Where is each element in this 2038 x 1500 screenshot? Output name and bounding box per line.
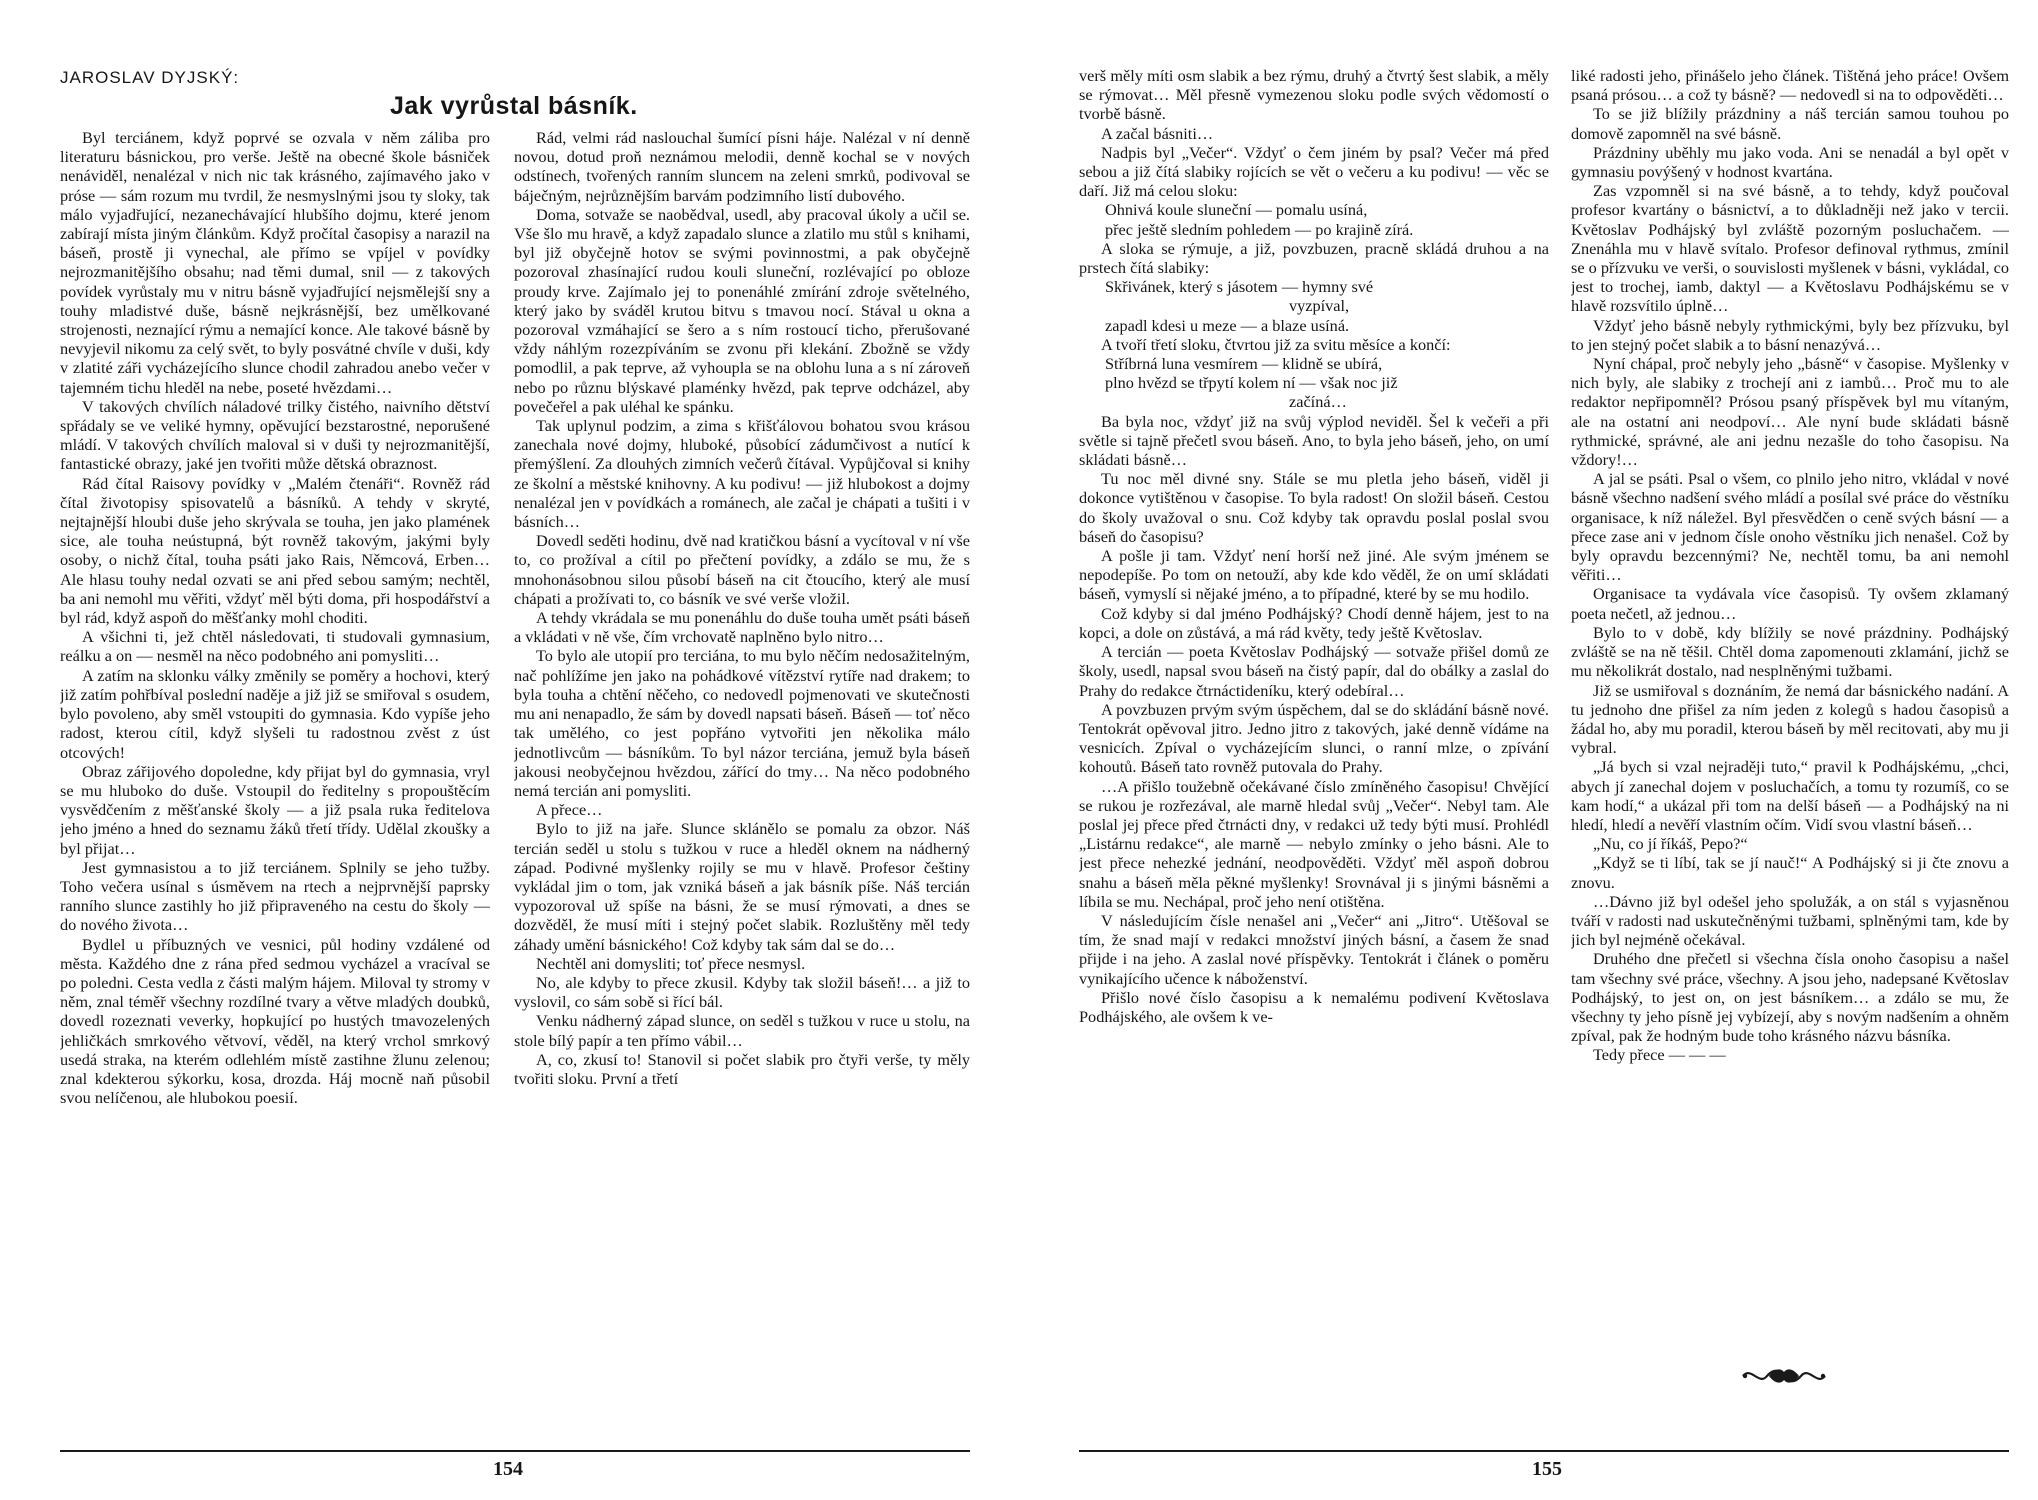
paragraph: liké radosti jeho, přinášelo jeho článek. Tištěná jeho práce! Ovšem psaná prósou… a což ty básně? — nedovedl si na to odpověděti… [1571,66,2009,105]
paragraph: A tercián — poeta Květoslav Podhájský — sotvaže přišel domů ze školy, usedl, napsal svou báseň na čistý papír, dal do obálky a zaslal do Prahy do redakce čtrnáctideníku, který odebíral… [1079,642,1549,700]
paragraph: Tu noc měl divné sny. Stále se mu pletla jeho báseň, viděl ji dokonce vytištěnou v časopise. To byla radost! On složil báseň. Cestou do školy uvažoval o snu. Což kdyby tak opravdu poslal poslal svou báseň do časopisu? [1079,469,1549,546]
paragraph: A, co, zkusí to! Stanovil si počet slabik pro čtyři verše, ty měly tvořiti sloku. První a třetí [514,1049,970,1088]
paragraph: A jal se psáti. Psal o všem, co plnilo jeho nitro, vkládal v nové básně všechno nadšení svého mládí a posílal své práce do věstníku organisace, k níž náležel. Byl přesvědčen o ceně svých básní — a přece zase ani v jednom čísle onoho věstníku jich nenašel. Což by byly opravdu bezcennými? Ne, nechtěl tomu, ba ani nemohl věřiti… [1571,469,2009,585]
right-page-column-1 [1079,66,1549,1386]
paragraph: Tedy přece — — — [1593,1045,1726,1065]
right-page-column-2 [1571,66,2009,1366]
paragraph: Nyní chápal, proč nebyly jeho „básně“ v časopise. Myšlenky v nich byly, ale slabiky z trochejí ani z iambů… Proč mu to ale redaktor nepřipomněl? Prósou psaný příspěvek byl mu vítaným, ale na ostatní ani neodpoví… Ale nyní bude skládati básně rythmické, správné, ale ani jednu nezašle do toho časopisu. Na vždory!… [1571,354,2009,470]
author-name: JAROSLAV DYJSKÝ: [60,68,240,87]
paragraph: A všichni ti, jež chtěl následovati, ti studovali gymnasium, reálku a on — nesměl na něco podobného ani pomysliti… [60,627,490,666]
paragraph: Nechtěl ani domysliti; toť přece nesmysl. [536,953,806,973]
paragraph: Vždyť jeho básně nebyly rythmickými, byly bez přízvuku, byl to jen stejný počet slabik a to básní nenazývá… [1571,315,2009,354]
paragraph: Bydlel u příbuzných ve vesnici, půl hodiny vzdálené od města. Každého dne z rána před sedmou vycházel a vracíval se po poledni. Cesta vedla z části malým hájem. Miloval ty stromy v něm, znal téměř všechny rozdílné tvary a větve mladých doubků, dovedl rozeznati veverky, hopkující po hustých tmavozelených jehličkách smrkového větvoví, věděl, na který vrchol smrkový usedá straka, na kterém odlehlém místě zastihne žlunu zelenou; znal kdekterou sýkorku, kosa, drozda. Háj mocně naň působil svou nelíčenou, ale hlubokou poesií. [60,934,490,1108]
left-page-column-2 [514,128,970,1433]
paragraph: V následujícím čísle nenašel ani „Večer“ ani „Jitro“. Utěšoval se tím, že snad mají v redakci množství jiných básní, a časem že snad přijde i na jeho. A zaslal nové příspěvky. Tentokrát i článek o poměru vynikajícího učence k náboženství. [1079,910,1549,988]
paragraph: No, ale kdyby to přece zkusil. Kdyby tak složil báseň!… a již to vyslovil, co sám sobě si řící bál. [514,972,970,1012]
paragraph: Obraz zářijového dopoledne, kdy přijat byl do gymnasia, vryl se mu hluboko do duše. Vstoupil do ředitelny s propouštěcím vysvědčením z měšťanské školy — a již psala ruka ředitelova jeho jméno a hned do seznamu žáků třetí třídy. Udělal zkoušky a byl přijat… [60,761,490,858]
paragraph: Bylo to v době, kdy blížily se nové prázdniny. Podhájský zvláště se na ně těšil. Chtěl doma zapomenouti zklamání, jichž se mu několikrát dostalo, nad nesplněnými tužbami. [1571,622,2009,681]
paragraph: Nadpis byl „Večer“. Vždyť o čem jiném by psal? Večer má před sebou a již čítá slabiky rojících se vět o večeru a ku podivu! — věc se daří. Již má celou sloku: [1079,142,1549,201]
paragraph: vyzpíval, [1289,296,1350,316]
page-number: 154 [493,1458,523,1480]
footer-rule [1079,1450,2009,1452]
paragraph: Zas vzpomněl si na své básně, a to tehdy, když poučoval profesor kvartány o básnictví, a to důkladněji než jako v tercii. Květoslav Podhájský byl zvláště pozorným posluchačem. — Znenáhla mu v hlavě svítalo. Profesor definoval rythmus, zmínil se o přízvuku ve verši, o souvislosti myšlenek v básni, vykládal, co jest to trochej, iamb, daktyl — a Květoslavu Podhájskému se v hlavě rozsvítilo úplně… [1571,181,2009,316]
paragraph: Venku nádherný západ slunce, on seděl s tužkou v ruce u stolu, na stole bílý papír a ten přímo vábil… [514,1011,970,1050]
paragraph: A přece… [536,800,603,820]
paragraph: Tak uplynul podzim, a zima s křišťálovou bohatou svou krásou zanechala nové dojmy, hluboké, působící zádumčivost a nutící k přemýšlení. Za dlouhých zimních večerů čítával. Vypůjčoval si knihy ze školní a městské knihovny. A ku podivu! — již hlubokost a dojmy nenalézal jen v povídkách a románech, ale začal je chápati a tušiti i v básních… [514,416,970,532]
paragraph: Doma, sotvaže se naobědval, usedl, aby pracoval úkoly a učil se. Vše šlo mu hravě, a když zapadalo slunce a zlatilo mu stůl s knihami, byl již obyčejně hotov se svými povinnostmi, a pak obyčejně pozoroval zhasínající rudou kouli sluneční, rozlévající po obloze proudy krve. Zajímalo jej to ponenáhlé zmírání zdroje světelného, který jako by sváděl krutou bitvu s tmavou nocí. Stával u okna a pozoroval vzmáhající se šero a s ním rostoucí ticho, přerušované vždy náhlým rozezpíváním se zvonu při klekání. Zbožně se vždy pomodlil, a pak teprve, až vyhoupla se na oblohu luna a s ní zároveň nebo po různu blýskavé plaménky hvězd, pak teprve odcházel, aby povečeřel a pak uléhal ke spánku. [514,204,970,416]
page-number: 155 [1532,1458,1562,1480]
paragraph: Stříbrná luna vesmírem — klidně se ubírá, [1105,354,1383,374]
paragraph: Skřivánek, který s jásotem — hymny své [1105,277,1374,297]
paragraph: V takových chvílích náladové trilky čistého, naivního dětství spřádaly se ve veliké hymny, opěvující bezstarostné, neporušené mládí. V takových chvílích maloval si v duši ty nejrozmanitější, fantastické obrazy, jaké jen tvořiti může dětská obraznost. [60,396,490,474]
end-ornament-icon [1739,1364,1829,1388]
paragraph: To bylo ale utopií pro terciána, to mu bylo něčím nedosažitelným, nač pohlížíme jen jako na pohádkové vítězství rytíře nad drakem; to byla touha a chtění něčeho, co nedovedl pojmenovati ve skutečnosti mu ani nenapadlo, že sám by dovedl napsati báseň. Báseň — toť něco tak umělého, co jest popřáno vytvořiti jen několika málo jednotlivcům — básníkům. To byl názor terciána, jemuž byla báseň jakousi neobyčejnou hvězdou, zářící do tmy… Na něco podobného nemá tercián ani pomysliti. [514,646,970,800]
paragraph: Druhého dne přečetl si všechna čísla onoho časopisu a našel tam všechny své práce, všechny. A jsou jeho, nadepsané Květoslav Podhájský, to jest on, on jest básníkem… a zdálo se mu, že všechny ty jeho písně jej vybízejí, aby s novým nadšením a ohněm zpíval, pak že hodným bude toho krásného názvu básníka. [1571,949,2009,1046]
paragraph: „Nu, co jí říkáš, Pepo?“ [1593,834,1748,854]
paragraph: „Když se ti líbí, tak se jí nauč!“ A Podhájský si ji čte znovu a znovu. [1571,853,2009,892]
paragraph: Bylo to již na jaře. Slunce sklánělo se pomalu za obzor. Náš tercián seděl u stolu s tužkou v ruce a hleděl oknem na nádherný západ. Podivné myšlenky rojily se mu v hlavě. Profesor češtiny vykládal jim o tom, jak vzniká báseň a jak básník píše. Náš tercián vypozoroval už spíše na básni, že se musí rýmovati, a dnes se dozvěděl, že musí míti i stejný počet slabik. Rozluštěny měl tedy záhady umění básnického! Což kdyby tak sám dal se do… [514,819,970,954]
paragraph: Byl terciánem, když poprvé se ozvala v něm záliba pro literaturu básnickou, pro verše. Ještě na obecné škole básniček nenáviděl, nenalézal v nich nic tak krásného, zajímavého jako v próse — sám rozum mu tvrdil, že nesmyslnými jsou ty sloky, tak málo vyjadřující, nezanechávající hlubšího dojmu, které jenom zabírají místa jiným článkům. Když pročítal časopisy a narazil na báseň, prostě ji vynechal, ale přímo se vpíjel v povídky nejrozmanitějšího obsahu; nad těmi dumal, snil — z takových povídek vyrůstaly mu v nitru básně vyjadřující nejsmělejší sny a touhy mladistvé duše, básně nejkrásnější, bez umělkované strojenosti, neznající rýmu a nemající konce. Ale takové básně by nevyjevil nikomu za celý svět, to byly posvátné chvíle v duši, kdy v zlatité záři vycházejícího slunce chodil zahradou anebo večer v tajemném tichu hleděl na nebe, poseté hvězdami… [60,128,490,397]
paragraph: Ba byla noc, vždyť již na svůj výplod neviděl. Šel k večeři a při světle si tajně přečetl svou báseň. Ano, to byla jeho báseň, jeho, on umí skládati básně… [1079,411,1549,470]
paragraph: zapadl kdesi u meze — a blaze usíná. [1105,315,1350,335]
paragraph: Již se usmiřoval s doznáním, že nemá dar básnického nadání. A tu jednoho dne přišel za ním jeden z kolegů s hadou časopisů a žádal ho, aby mu poradil, kterou báseň by měl recitovati, aby mu ji vybral. [1571,680,2009,758]
left-page-column-1 [60,128,490,1433]
paragraph: přec ještě sledním pohledem — po krajině zírá. [1105,219,1414,239]
paragraph: Rád čítal Raisovy povídky v „Malém čtenáři“. Rovněž rád čítal životopisy spisovatelů a básníků. A tehdy v skryté, nejtajnější hloubi duše jeho skrývala se touha, jen jako plamének sice, ale touha neústupná, být rovněž takovým, jakými byly osoby, o nichž čítal, touha psáti jako Rais, Němcová, Erben… Ale hlasu touhy nedal ozvati se ani před sebou samým; nechtěl, ba ani nemohl mu věřiti, vždyť měl býti doma, při hospodářství a byl rád, když aspoň do měšťanky mohl choditi. [60,473,490,628]
paragraph: Rád, velmi rád naslouchal šumící písni háje. Nalézal v ní denně novou, dotud proň neznámou melodii, denně kochal se v nových odstínech, tvořených ranním sluncem na zeleni smrků, podivoval se báječným, nejrůznějším barvám podzimního listí dubového. [514,128,970,205]
paragraph: Přišlo nové číslo časopisu a k nemalému podivení Květoslava Podhájského, ale ovšem k ve- [1079,987,1549,1026]
paragraph: A povzbuzen prvým svým úspěchem, dal se do skládání básně nové. Tentokrát opěvoval jitro. Jedno jitro z takových, jaké denně vídáme na vesnicích. Zpíval o vycházejícím slunci, o ranní mlze, o zpívání kohoutů. Báseň tato rovněž putovala do Prahy. [1079,699,1549,777]
paragraph: Jest gymnasistou a to již terciánem. Splnily se jeho tužby. Toho večera usínal s úsměvem na rtech a nejprvnější paprsky ranního slunce zastihly ho již připraveného na cestu do školy — do nového života… [60,857,490,935]
paragraph: Prázdniny uběhly mu jako voda. Ani se nenadál a byl opět v gymnasiu povýšený v hodnost kvartána. [1571,142,2009,182]
paragraph: A tvoří třetí sloku, čtvrtou již za svitu měsíce a končí: [1101,334,1451,354]
paragraph: A začal básniti… [1101,123,1214,143]
story-title: Jak vyrůstal básník. [390,92,638,120]
paragraph: „Já bych si vzal nejraději tuto,“ pravil k Podhájskému, „chci, abych jí zanechal dojem v posluchačích, a tomu ty rozumíš, co se kam hodí,“ a ukázal při tom na delší báseň — a Podhájský na ni hledí, hledí a nevěří vlastním očím. Vidí svou vlastní báseň… [1571,757,2009,834]
paragraph: …A přišlo toužebně očekávané číslo zmíněného časopisu! Chvějící se rukou je rozřezával, ale marně hledal svůj „Večer“. Nebyl tam. Ale poslal jej přece před čtrnácti dny, v redakci už tedy býti musí. Prohlédl „Listárnu redakce“, ale marně — nebylo zmínky o jeho básni. Ale to jest přece nehezké jednání, neodpověděti. Vždyť měl aspoň dobrou snahu a báseň měla pěkné myšlenky! Srovnával ji s jinými básněmi a líbila se mu. Nechápal, proč jeho není otištěna. [1079,776,1549,911]
paragraph: Organisace ta vydávala více časopisů. Ty ovšem zklamaný poeta nečetl, až jednou… [1571,584,2009,623]
paragraph: A pošle ji tam. Vždyť není horší než jiné. Ale svým jménem se nepodepíše. Po tom on netouží, aby kde kdo věděl, že on umí skládati báseň, vymyslí si nějaké jméno, a to případné, které by se mu hodilo. [1079,546,1549,604]
paragraph: verš měly míti osm slabik a bez rýmu, druhý a čtvrtý šest slabik, a měly se rýmovat… Měl přesně vymezenou sloku podle svých vědomostí o tvorbě básně. [1079,66,1549,124]
paragraph: A sloka se rýmuje, a již, povzbuzen, pracně skládá druhou a na prstech čítá slabiky: [1079,238,1549,278]
paragraph: …Dávno již byl odešel jeho spolužák, a on stál s vyjasněnou tváří v radosti nad uskutečněnými tužbami, splněnými tam, kde by jich byl nejméně očekával. [1571,891,2009,950]
paragraph: A zatím na sklonku války změnily se poměry a hochovi, který již zatím pohřbíval poslední naděje a již již se smiřoval s osudem, bylo povoleno, aby směl vstoupiti do gymnasia. Kdo vypíše jeho radost, kterou cítil, když slyšeli tu radostnou zvěst z úst otcových! [60,665,490,762]
paragraph: Dovedl seděti hodinu, dvě nad kratičkou básní a vycítoval v ní vše to, co prožíval a cítil po přečtení povídky, a zdálo se mu, že s mnohonásobnou silou působí báseň na cit čtoucího, který ale musí chápati a prožívati to, co básník ve své verše vložil. [514,531,970,608]
footer-rule [60,1450,970,1452]
paragraph: začíná… [1289,392,1347,412]
paragraph: A tehdy vkrádala se mu ponenáhlu do duše touha umět psáti báseň a vkládati v ně vše, čím vrchovatě naplněno bylo nitro… [514,608,970,647]
page-right [1019,0,2038,1500]
paragraph: Což kdyby si dal jméno Podhájský? Chodí denně hájem, jest to na kopci, a dole on zůstává, a má rád květy, tedy ještě Květoslav. [1079,603,1549,642]
paragraph: Ohnivá koule sluneční — pomalu usíná, [1105,200,1368,220]
paragraph: plno hvězd se třpytí kolem ní — však noc již [1105,373,1398,393]
paragraph: To se již blížily prázdniny a náš tercián samou touhou po domově zapomněl na své básně. [1571,104,2009,143]
